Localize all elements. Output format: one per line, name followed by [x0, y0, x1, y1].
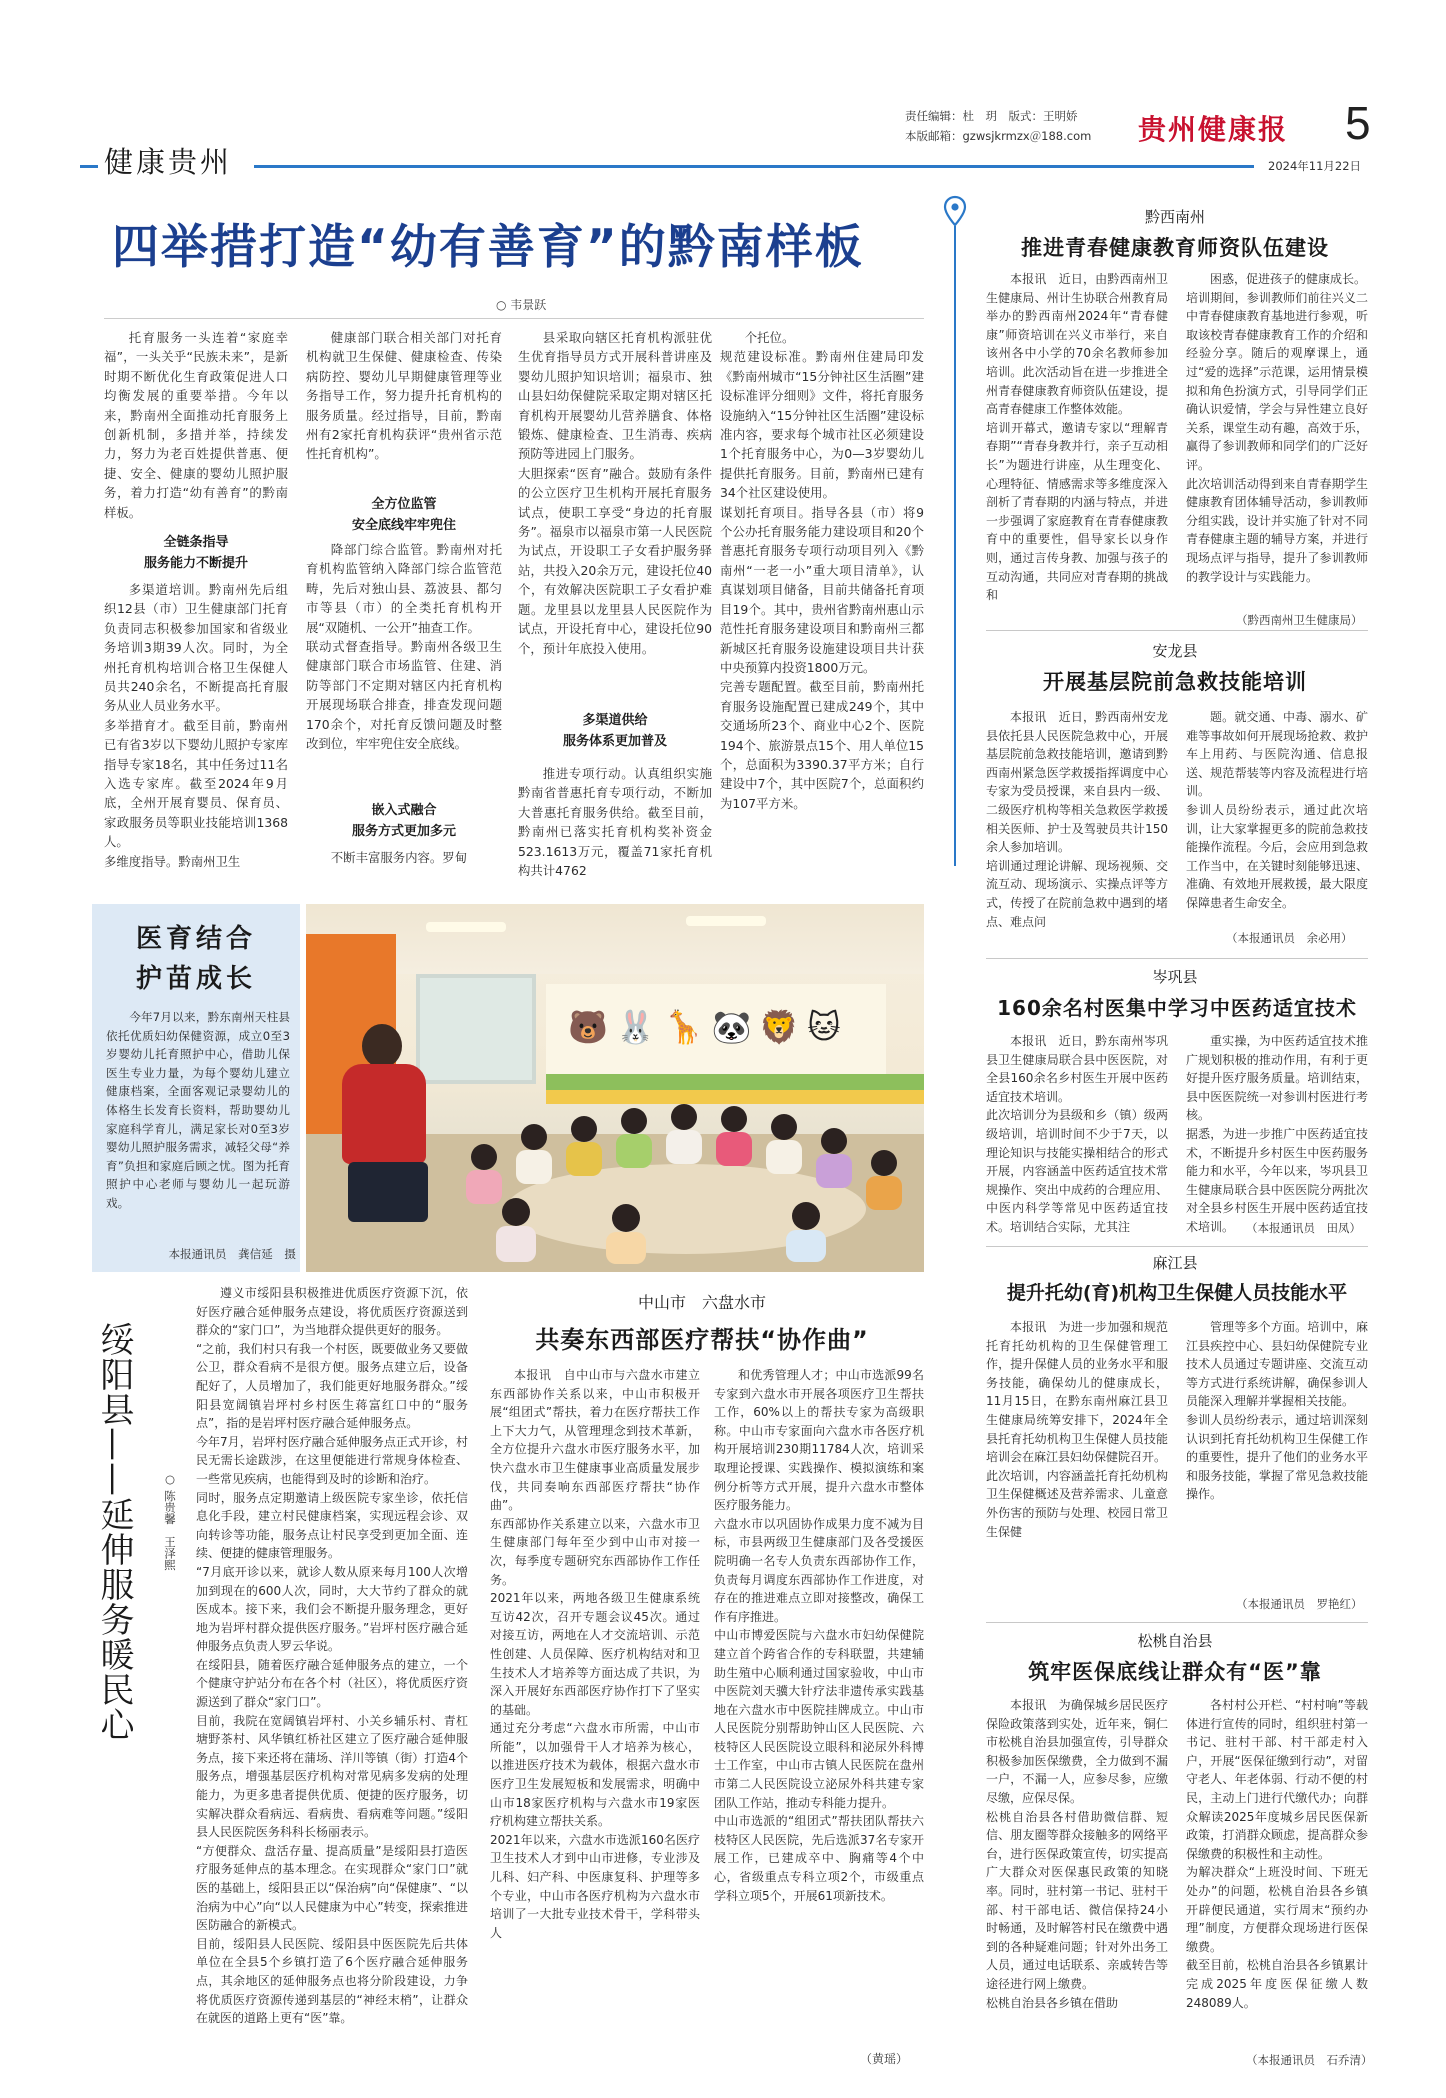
cengong-region: 岑巩县 [1152, 968, 1198, 986]
animal-icon: 🦁 [759, 1008, 808, 1046]
zhongshan-region: 中山市 六盘水市 [637, 1293, 766, 1312]
suiyang-body: 遵义市绥阳县积极推进优质医疗资源下沉，依好医疗融合延伸服务点建设，将优质医疗资源送到群众的“家门口”，为当地群众提供更好的服务。 “之前，我们村只有我一个村医，既要做业务又要做公卫，群众看病不是很方便。服务点建立后，设备配好了，人员增加了，我们能更好地服务群众。”绥阳县宽阔镇岩坪村乡村医生蒋富红口中的“服务点”，指的是岩坪村医疗融合延伸服务点。 今年7月，岩坪村医疗融合延伸服务点正式开诊，村民无需长途跋涉，在这里便能进行常规身体检查、一些常见疾病，也能得到及时的诊断和治疗。 同时，服务点定期邀请上级医院专家坐诊，依托信息化手段，建立村民健康档案，实现远程会诊、双向转诊等功能，服务点让村民享受到更加全面、连续、便捷的健康管理服务。 “7月底开诊以来，就诊人数从原来每月100人次增加到现在的600人次，同时，大大节约了群众的就医成本。接下来，我们会不断提升服务理念，更好地为岩坪村群众提供医疗服务。”岩坪村医疗融合延伸服务点负责人罗云华说。 在绥阳县，随着医疗融合延伸服务点的建立，一个个健康守护站分布在各个村（社区），将优质医疗资源送到了群众“家门口”。 目前，我院在宽阔镇岩坪村、小关乡辅乐村、青杠塘野茶村、风华镇红桥社区建立了医疗融合延伸服务点，接下来还将在蒲场、洋川等镇（街）打造4个服务点，增强基层医疗机构对常见病多发病的处理能力，为更多患者提供优质、便捷的医疗服务，切实解决群众看病远、看病贵、看病难等问题。”绥阳县人民医院医务科科长杨丽表示。 “方便群众、盘活存量、提高质量”是绥阳县打造医疗服务延伸点的基本理念。在实现群众“家门口”就医的基础上，绥阳县正以“保治病”向“保健康”、“以治病为中心”向“以人民健康为中心”转变，探索推进医防融合的新模式。 目前，绥阳县人民医院、绥阳县中医医院先后共体单位在全县5个乡镇打造了6个医疗融合延伸服务点，其余地区的延伸服务点也将分阶段建设，力争将优质医疗资源传递到基层的“神经末梢”，让群众在就医的道路上更有“医”靠。 [196, 1286, 468, 2026]
classroom-photo [306, 904, 924, 1272]
qxn-col1: 本报讯 近日，由黔西南州卫生健康局、州计生协联合州教育局举办的黔西南州2024年“青春健康”师资培训在兴义市举行，来自该州各中小学的70余名教师参加培训。此次活动旨在进一步推进全州青春健康教育师资队伍建设，提高青春健康工作整体效能。 培训开幕式，邀请专家以“理解青春期”“青春身教并行，亲子互动相长”为题进行讲座，从生理变化、心理特征、情感需求等多维度深入剖析了青春期的内涵与特点，并进一步强调了家庭教育在青春健康教育中的重要性，倡导家长以身作则，通过言传身教、加强与孩子的互动沟通，共同应对青春期的挑战和 [986, 272, 1168, 603]
qxn-region: 黔西南州 [1144, 208, 1205, 226]
main-col2-body: 降部门综合监管。黔南州对托育机构监管纳入降部门综合监管范畴，先后对独山县、荔波县、都匀市等县（市）的全类托育机构开展“双随机、一公开”抽查工作。 联动式督查指导。黔南州各级卫生健康部门联合市场监管、住建、消防等部门不定期对辖区内托育机构开展现场联合排查，排查发现问题170余个，对托育反馈问题及时整改到位，牢牢兜住安全底线。 [306, 542, 502, 752]
anlong-col1: 本报讯 近日，黔西南州安龙县依托县人民医院急救中心，开展基层院前急救技能培训，邀请到黔西南州紧急医学救援指挥调度中心专家为受员授课，来自县内一级、二级医疗机构等相关急救医学救援相关医师、护士及驾驶员共计150余人参加培训。 培训通过理论讲解、现场视频、交流互动、现场演示、实操点评等方式，传授了在院前急救中遇到的堵点、难点问 [986, 710, 1168, 929]
suiyang-vertical-title: 绥阳县——延伸服务暖民心 [94, 1322, 134, 1742]
email-line: 本版邮箱：gzwsjkrmzx＠188.com [905, 129, 1092, 143]
main-subhead-2: 全方位监管 安全底线牢牢兜住 [351, 497, 456, 533]
main-col2-end: 不断丰富服务内容。罗甸 [330, 850, 468, 865]
majiang-region: 麻江县 [1152, 1254, 1198, 1272]
anlong-region: 安龙县 [1152, 642, 1198, 660]
issue-date: 2024年11月22日 [1268, 159, 1362, 173]
majiang-title: 提升托幼(育)机构卫生保健人员技能水平 [1006, 1282, 1348, 1304]
green-stripe [546, 1074, 924, 1090]
cengong-col1: 本报讯 近日，黔东南州岑巩县卫生健康局联合县中医医院，对全县160余名乡村医生开展中医药适宜技术培训。 此次培训分为县级和乡（镇）级两级培训，培训时间不少于7天，以理论知识与技能实操相结合的形式开展，内容涵盖中医药适宜技术常规操作、突出中成药的合理应用、中医内科学等常见中医药适宜技术。培训结合实际，尤其注 [986, 1034, 1168, 1234]
animal-icon: 🐱 [807, 1008, 849, 1046]
section-title: 健康贵州 [104, 145, 233, 179]
photo-box-title-2: 护苗成长 [135, 964, 256, 994]
main-divider [104, 318, 924, 319]
page-number: 5 [1345, 97, 1371, 149]
children-group [456, 1094, 916, 1264]
teacher-head [362, 1024, 402, 1068]
location-pin-icon [944, 196, 966, 226]
songtao-region: 松桃自治县 [1137, 1632, 1213, 1650]
majiang-col2: 管理等多个方面。培训中，麻江县疾控中心、县妇幼保健院专业技术人员通过专题讲座、交流互动等方式进行系统讲解，确保参训人员能深入理解并掌握相关技能。 参训人员纷纷表示，通过培训深刻认识到托育托幼机构卫生保健工作的重要性，提升了他们的业务水平和服务技能，掌握了常见急救技能操作。 [1186, 1320, 1368, 1502]
qxn-title: 推进青春健康教育师资队伍建设 [1021, 236, 1329, 260]
main-col3-end: 推进专项行动。认真组织实施黔南省普惠托育专项行动，不断加大普惠托育服务供给。截至目前，黔南州已落实托育机构奖补资金523.1613万元，覆盖71家托育机构共计4762 [518, 766, 712, 879]
animal-icon: 🐰 [615, 1008, 664, 1046]
main-col1-intro: 托育服务一头连着“家庭幸福”，一头关乎“民族未来”，是新时期不断优化生育政策促进人口均衡发展的重要举措。今年以来，黔南州全面推动托育服务上创新机制，多措并举，持续发力，努力为老百姓提供普惠、便捷、安全、健康的婴幼儿照护服务，着力打造“幼有善育”的黔南样板。 [104, 330, 288, 520]
animal-icon: 🐻 [568, 1008, 616, 1046]
main-col4-body: 个托位。 规范建设标准。黔南州住建局印发《黔南州城市“15分钟社区生活圈”建设标准评分细则》文件，将托育服务设施纳入“15分钟社区生活圈”建设标准内容，要求每个城市社区必须建设1个托育服务中心，为0—3岁婴幼儿提供托育服务。目前，黔南州已建有34个社区建设使用。 谋划托育项目。指导各县（市）将9个公办托育服务能力建设项目和20个普惠托育服务专项行动项目列入《黔南州“一老一小”重大项目清单》，认真谋划项目储备，目前共储备托育项目19个。其中，贵州省黔南州惠山示范性托育服务建设项目和黔南州三都新城区托育服务设施建设项目共计获中央预算内投资1800万元。 完善专题配置。截至目前，黔南州托育服务设施配置已建成249个，其中交通场所23个、商业中心2个、医院194个、旅游景点15个、用人单位15个，总面积为3390.37平方米；自行建设中7个，其中医院7个，总面积约为107平方米。 [720, 330, 924, 811]
photo-credit: 本报通讯员 龚信延 摄 [168, 1247, 296, 1261]
main-article-author: ○ 韦景跃 [496, 298, 547, 312]
cengong-title: 160余名村医集中学习中医药适宜技术 [997, 996, 1357, 1020]
songtao-title: 筑牢医保底线让群众有“医”靠 [1028, 1660, 1322, 1684]
main-col2-intro: 健康部门联合相关部门对托育机构就卫生保健、健康检查、传染病防控、婴幼儿早期健康管理等业务指导工作，努力提升托育机构的服务质量。经过指导，目前，黔南州有2家托育机构获评“贵州省示范性托育机构”。 [306, 330, 502, 462]
zhongshan-source: （黄瑶） [860, 2052, 909, 2066]
child [606, 1204, 646, 1264]
child [766, 1114, 802, 1174]
editors-line: 责任编辑：杜 玥 版式：王明娇 [905, 109, 1078, 123]
anlong-title: 开展基层院前急救技能培训 [1043, 670, 1307, 694]
divider [986, 630, 1368, 631]
zhongshan-title: 共奏东西部医疗帮扶“协作曲” [535, 1326, 869, 1354]
teacher-body [342, 1064, 426, 1164]
child [786, 1202, 826, 1262]
child [496, 1198, 536, 1262]
majiang-col1: 本报讯 为进一步加强和规范托育托幼机构的卫生保健管理工作，提升保健人员的业务水平和服务技能，确保幼儿的健康成长，11月15日，在黔东南州麻江县卫生健康局统筹安排下，2024年全县托育托幼机构卫生保健人员技能培训会在麻江县妇幼保健院召开。 此次培训，内容涵盖托育托幼机构卫生保健概述及营养需求、儿童意外伤害的预防与处理、校园日常卫生保健 [986, 1320, 1168, 1539]
header-rule-short [80, 165, 98, 168]
photo-box-title-1: 医育结合 [135, 924, 256, 954]
cengong-source: （本报通讯员 田凤） [1246, 1221, 1361, 1235]
main-subhead-3: 嵌入式融合 服务方式更加多元 [351, 803, 456, 839]
child [866, 1150, 902, 1210]
songtao-col2: 各村村公开栏、“村村响”等载体进行宣传的同时，组织驻村第一书记、驻村干部、村干部走村入户，开展“医保征缴到行动”，对留守老人、年老体弱、行动不便的村民，主动上门进行代缴代办；向群众解读2025年度城乡居民医保新政策，打消群众顾虑，提高群众参保缴费的积极性和主动性。 为解决群众“上班没时间、下班无处办”的问题，松桃自治县各乡镇开辟便民通道，实行周末“预约办理”制度，方便群众现场进行医保缴费。 截至目前，松桃自治县各乡镇累计完成2025年度医保征缴人数248089人。 [1186, 1698, 1368, 2010]
cengong-col2: 重实操，为中医药适宜技术推广规划积极的推动作用，有利于更好提升医疗服务质量。培训结束，县中医医院统一对参训村医进行考核。 据悉，为进一步推广中医药适宜技术，不断提升乡村医生中医药服务能力和水平，今年以来，岑巩县卫生健康局联合县中医医院分两批次对全县乡村医生开展中医药适宜技术培训。 [1186, 1034, 1368, 1234]
animal-icon: 🐼 [711, 1008, 760, 1046]
divider [986, 958, 1368, 959]
paper-name-logo: 贵州健康报 [1138, 113, 1289, 146]
child [566, 1116, 602, 1176]
divider [986, 1622, 1368, 1623]
divider [986, 1246, 1368, 1247]
child [666, 1104, 702, 1164]
animal-icon: 🦒 [663, 1008, 712, 1046]
anlong-source: （本报通讯员 余必用） [1226, 931, 1353, 945]
songtao-col1: 本报讯 为确保城乡居民医疗保险政策落到实处，近年来，铜仁市松桃自治县加强宣传，引导群众积极参加医保缴费，全力做到不漏一户，不漏一人，应参尽参，应缴尽缴，应保尽保。 松桃自治县各村借助微信群、短信、朋友圈等群众接触多的网络平台，进行医保政策宣传，切实提高广大群众对医保惠民政策的知晓率。同时，驻村第一书记、驻村干部、村干部电话、微信保持24小时畅通，及时解答村民在缴费中遇到的各种疑难问题；针对外出务工人员，通过电话联系、亲戚转告等途径进行网上缴费。 松桃自治县各乡镇在借助 [986, 1698, 1168, 2010]
main-subhead-4: 多渠道供给 服务体系更加普及 [562, 713, 667, 749]
songtao-source: （本报通讯员 石乔清） [1246, 2053, 1373, 2067]
suiyang-byline: ○ 陈贵馨 王泽熙 [163, 1472, 177, 1571]
child [516, 1124, 552, 1184]
main-col1-body: 多渠道培训。黔南州先后组织12县（市）卫生健康部门托育负责同志积极参加国家和省级业务培训3期39人次。同时，为全州托育机构培训合格卫生保健人员共240余名，不断提高托育服务从业人员业务水平。 多举措育才。截至目前，黔南州已有省3岁以下婴幼儿照护专家库指导专家18名，其中任务过11名入选专家库。截至2024年9月底，全州开展育婴员、保育员、家政服务员等职业技能培训1368人。 多维度指导。黔南州卫生 [104, 582, 288, 869]
teacher-legs [348, 1162, 428, 1222]
suiyang-body-wide [92, 1750, 468, 2070]
zhongshan-col1: 本报讯 自中山市与六盘水市建立东西部协作关系以来，中山市积极开展“组团式”帮扶，着力在医疗帮扶工作上下大力气，从管理理念到技术革新，全方位提升六盘水市医疗服务水平，加快六盘水市卫生健康事业高质量发展步伐，共同奏响东西部医疗帮扶“协作曲”。 东西部协作关系建立以来，六盘水市卫生健康部门每年至少到中山市对接一次，每季度专题研究东西部协作工作任务。 2021年以来，两地各级卫生健康系统互访42次，召开专题会议45次。通过对接互访，两地在人才交流培训、示范性创建、人员保障、医疗机构结对和卫生技术人才培养等方面达成了共识，为深入开展好东西部医疗协作打下了坚实的基础。 通过充分考虑“六盘水市所需，中山市所能”，以加强骨干人才培养为核心，以推进医疗技术为载体，根据六盘水市医疗卫生发展短板和发展需求，明确中山市18家医疗机构与六盘水市19家医疗机构建立帮扶关系。 2021年以来，六盘水市选派160名医疗卫生技术人才到中山市进修，专业涉及儿科、妇产科、中医康复科、护理等多个专业，中山市各医疗机构为六盘水市培训了一大批专业技术骨干，学科带头人 [490, 1368, 700, 1940]
zhongshan-col2: 和优秀管理人才；中山市选派99名专家到六盘水市开展各项医疗卫生帮扶工作，60%以上的帮扶专家为高级职称。中山市专家面向六盘水市各医疗机构开展培训230期11784人次，培训采取理论授课、实践操作、模拟演练和案例分析等方式开展，提升六盘水市整体医疗服务能力。 六盘水市以巩固协作成果力度不减为目标，市县两级卫生健康部门及各受援医院明确一名专人负责东西部协作工作，负责每月调度东西部协作工作进度，对存在的推进难点立即对接整改，确保工作有序推进。 中山市博爱医院与六盘水市妇幼保健院建立首个跨省合作的专科联盟，共建辅助生殖中心顺利通过国家验收，中山市中医院刘天骥大针疗法非遗传承实践基地在六盘水市中医院挂牌成立。中山市人民医院分别帮助钟山区人民医院、六枝特区人民医院设立眼科和泌尿外科博士工作室，中山市古镇人民医院在盘州市第二人民医院设立泌尿外科共建专家团队工作站，推动专科能力提升。 中山市选派的“组团式”帮扶团队帮扶六枝特区人民医院，先后选派37名专家开展工作，已建成卒中、胸痛等4个中心，省级重点专科立项2个，市级重点学科立项5个，开展61项新技术。 [714, 1368, 924, 1903]
anlong-col2: 题。就交通、中毒、溺水、矿难等事故如何开展现场抢救、救护车上用药、与医院沟通、信息报送、规范帮装等内容及流程进行培训。 参训人员纷纷表示，通过此次培训，让大家掌握更多的院前急救技能操作流程。今后，会应用到急救工作当中，在关键时刻能够迅速、准确、有效地开展救援，最大限度保障患者生命安全。 [1186, 710, 1368, 910]
majiang-source: （本报通讯员 罗艳红） [1236, 1597, 1363, 1611]
photo-caption: 今年7月以来，黔东南州天柱县依托优质妇幼保健资源，成立0至3岁婴幼儿托育照护中心，借助儿保医生专业力量，为每个婴幼儿建立健康档案，全面客观记录婴幼儿的体格生长发育长资料，帮助婴幼儿家庭科学育儿，满足家长对0至3岁婴幼儿照护服务需求，减轻父母“养育”负担和家庭后顾之忧。图为托育照护中心老师与婴幼儿一起玩游戏。 [106, 1010, 290, 1210]
teacher [328, 1024, 438, 1234]
masthead [0, 0, 1446, 179]
mural-animals [568, 1002, 868, 1052]
main-article-title: 四举措打造“幼有善育”的黔南样板 [112, 220, 864, 275]
ceiling-light [426, 922, 506, 932]
child [616, 1108, 652, 1168]
qxn-col2: 困惑，促进孩子的健康成长。 培训期间，参训教师们前往兴义二中青春健康教育基地进行参观，听取该校青春健康教育工作的介绍和经验分享。随后的观摩课上，通过“爱的选择”示范课，运用情景模拟和角色扮演方式，引导同学们正确认识爱情，学会与异性建立良好关系，课堂生动有趣，高效于乐，赢得了参训教师和同学们的广泛好评。 此次培训活动得到来自青春期学生健康教育团体辅导活动，参训教师分组实践，设计并实施了针对不同青春健康主题的辅导方案，并进行现场点评与指导，提升了参训教师的教学设计与实践能力。 [1186, 272, 1368, 584]
child [816, 1128, 852, 1188]
ceiling [306, 904, 924, 974]
main-col3-body: 县采取向辖区托育机构派驻优生优育指导员方式开展科普讲座及婴幼儿照护知识培训；福泉市、独山县妇幼保健院采取定期对辖区托育机构开展婴幼儿营养膳食、体格锻炼、健康检查、卫生消毒、疾病预防等进园上门服务。 大胆探索“医育”融合。鼓励有条件的公立医疗卫生机构开展托育服务试点，使职工享受“身边的托育服务”。福泉市以福泉市第一人民医院为试点，开设职工子女看护服务驿站，共投入20余万元，建设托位40个，有效解决医院职工子女看护难题。龙里县以龙里县人民医院作为试点，开设托育中心，建设托位90个，预计年底投入使用。 [518, 330, 712, 656]
qxn-source: （黔西南州卫生健康局） [1236, 613, 1363, 627]
child [466, 1144, 502, 1204]
main-subhead-1: 全链条指导 服务能力不断提升 [143, 535, 248, 571]
photo-sidebox [92, 904, 300, 1272]
child [716, 1106, 752, 1166]
ceiling-light [686, 916, 766, 926]
header-rule [254, 165, 1254, 168]
right-column-rule [954, 226, 956, 866]
